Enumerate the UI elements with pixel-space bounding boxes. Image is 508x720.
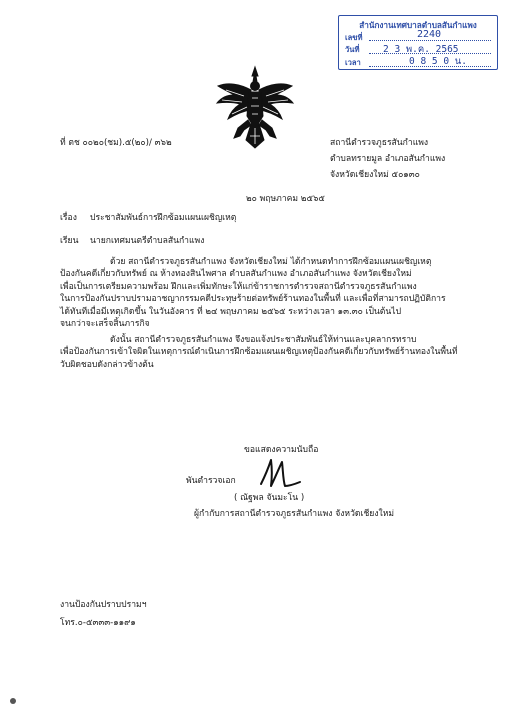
stamp-time-label: เวลา — [345, 58, 361, 67]
document-number: ที่ ตช ๐๐๒๐(ชม).๕(๒๐)/ ๓๖๒ — [60, 138, 172, 148]
stamp-office: สำนักงานเทศบาลตำบลสันกำแพง — [359, 20, 477, 30]
paragraph-line: ดังนั้น สถานีตำรวจภูธรสันกำแพง จึงขอแจ้งประชาสัมพันธ์ให้ท่านและบุคลากรทราบ — [110, 335, 417, 345]
signer-position: ผู้กำกับการสถานีตำรวจภูธรสันกำแพง จังหวัดเชียงใหม่ — [194, 509, 395, 519]
paragraph-line: ป้องกันคดีเกี่ยวกับทรัพย์ ณ ห้างทองสินไพศาล ตำบลสันกำแพง อำเภอสันกำแพง จังหวัดเชียงใหม่ — [60, 269, 412, 280]
footer-phone: โทร.๐-๕๓๓๓-๑๑๙๑ — [60, 618, 136, 628]
subject-label: เรื่อง — [60, 213, 77, 223]
sender-line-3: จังหวัดเชียงใหม่ ๕๐๑๓๐ — [330, 170, 420, 180]
recipient-text: นายกเทศมนตรีตำบลสันกำแพง — [90, 236, 205, 246]
receipt-stamp — [338, 15, 498, 70]
paragraph-line: วับผิดชอบดังกล่าวข้างต้น — [60, 359, 154, 370]
signer-name: ( ณัฐพล จันมะโน ) — [234, 493, 305, 503]
body-paragraph-1 — [60, 256, 480, 330]
sender-line-2: ตำบลทรายมูล อำเภอสันกำแพง — [330, 154, 446, 164]
sender-line-1: สถานีตำรวจภูธรสันกำแพง — [330, 138, 429, 148]
recipient-label: เรียน — [60, 236, 79, 246]
stamp-date-value: 2 3 พ.ค. 2565 — [383, 44, 459, 55]
paragraph-line: เพื่อป้องกันการเข้าใจผิดในเหตุการณ์ดำเนินการฝึกซ้อมแผนเผชิญเหตุป้องกันคดีเกี่ยวกับทรัพย์ร้านทองในพื้นที่ — [60, 347, 458, 358]
paragraph-line: ด้วย สถานีตำรวจภูธรสันกำแพง จังหวัดเชียงใหม่ ได้กำหนดทำการฝึกซ้อมแผนเผชิญเหตุ — [110, 257, 432, 267]
stamp-number-label: เลขที่ — [345, 33, 363, 42]
subject-text: ประชาสัมพันธ์การฝึกซ้อมแผนเผชิญเหตุ — [90, 213, 237, 223]
page-mark — [10, 698, 16, 704]
garuda-emblem-icon — [214, 64, 296, 150]
stamp-time-value: 0 8 5 0 น. — [409, 56, 467, 67]
paragraph-line: จนกว่าจะเสร็จสิ้นภารกิจ — [60, 319, 150, 330]
paragraph-line: ในการป้องกันปราบปรามอาชญากรรมคดีประทุษร้ายต่อทรัพย์ร้านทองในพื้นที่ และเพื่อที่สามารถปฏิบัติการ — [60, 294, 446, 305]
signer-rank: พันตำรวจเอก — [186, 476, 236, 486]
letter-date: ๒๐ พฤษภาคม ๒๕๖๕ — [246, 194, 325, 204]
paragraph-line: ได้ทันทีเมื่อมีเหตุเกิดขึ้น ในวันอังคาร ที่ ๒๔ พฤษภาคม ๒๕๖๕ ระหว่างเวลา ๑๓.๓๐ เป็นต้นไป — [60, 306, 402, 317]
signature-mark — [255, 458, 303, 488]
paragraph-line: เพื่อเป็นการเตรียมความพร้อม ฝึกและเพิ่มทักษะให้แก่ข้าราชการตำรวจสถานีตำรวจภูธรสันกำแพง — [60, 281, 417, 292]
closing-salutation: ขอแสดงความนับถือ — [244, 445, 319, 455]
stamp-date-label: วันที่ — [345, 45, 360, 54]
stamp-number-value: 2240 — [417, 29, 442, 40]
footer-unit: งานป้องกันปราบปรามฯ — [60, 600, 147, 610]
stamp-rule — [369, 40, 491, 41]
body-paragraph-2 — [60, 334, 480, 371]
